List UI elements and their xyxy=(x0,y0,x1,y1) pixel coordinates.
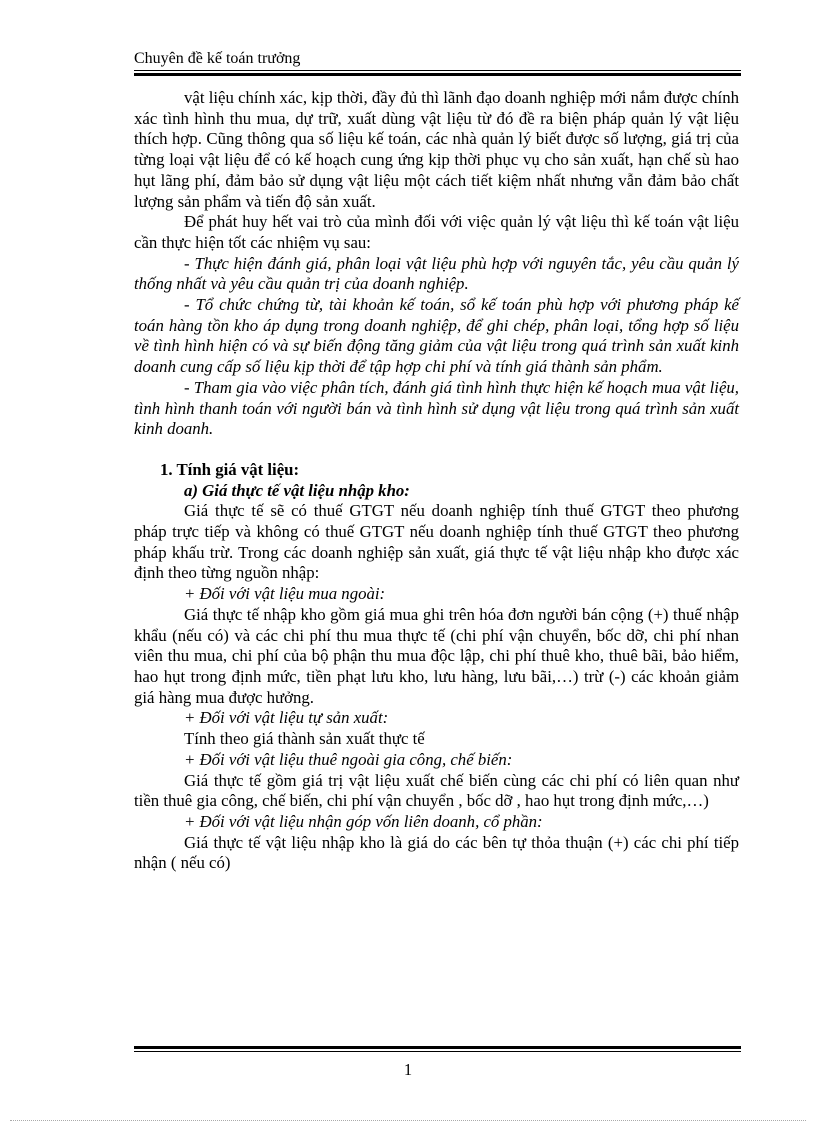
task-item: - Thực hiện đánh giá, phân loại vật liệu phù hợp với nguyên tắc, yêu cầu quản lý thống nhất và yêu cầu quản trị của doanh nghiệp. xyxy=(134,253,739,294)
subsection-heading: a) Giá thực tế vật liệu nhập kho: xyxy=(184,480,410,500)
paragraph: Giá thực tế sẽ có thuế GTGT nếu doanh nghiệp tính thuế GTGT theo phương pháp trực tiếp và không có thuế GTGT nếu doanh nghiệp tính thuế GTGT theo phương pháp khấu trừ. Trong các doanh nghiệp sản xuất, giá thực tế vật liệu nhập kho được xác định theo từng nguồn nhập: xyxy=(134,501,739,583)
footer-rule-thick xyxy=(134,1046,741,1049)
task-item: - Tham gia vào việc phân tích, đánh giá tình hình thực hiện kế hoạch mua vật liệu, tình hình thanh toán với người bán và tình hình sử dụng vật liệu trong quá trình sản xuất kinh doanh. xyxy=(134,377,739,439)
header-rule-thick xyxy=(134,73,741,76)
task-item: - Tổ chức chứng từ, tài khoản kế toán, sổ kế toán phù hợp với phương pháp kế toán hàng tồn kho áp dụng trong doanh nghiệp, để ghi chép, phân loại, tổng hợp số liệu về tình hình hiện có và sự biến động tăng giảm của vật liệu trong quá trình sản xuất kinh doanh cung cấp số liệu kịp thời để tập hợp chi phí và tính giá thành sản phẩm. xyxy=(134,295,739,377)
section-heading: 1. Tính giá vật liệu: xyxy=(160,459,300,479)
paragraph: Giá thực tế nhập kho gồm giá mua ghi trên hóa đơn người bán cộng (+) thuế nhập khẩu (nếu có) và các chi phí thu mua thực tế (chi phí vận chuyển, bốc dỡ, chi phí nhan viên thu mua, chi phí của bộ phận thu mua độc lập, chi phí thuê kho, thuê bãi, bảo hiểm, hao hụt trong định mức, tiền phạt lưu kho, lưu hàng, lưu bãi,…) trừ (-) các khoản giảm giá hàng mua được hưởng. xyxy=(134,604,739,707)
spacer xyxy=(134,440,739,460)
page-break-line xyxy=(10,1120,806,1121)
paragraph: Giá thực tế vật liệu nhập kho là giá do các bên tự thỏa thuận (+) các chi phí tiếp nhận ( nếu có) xyxy=(134,832,739,873)
paragraph: Tính theo giá thành sản xuất thực tế xyxy=(184,729,425,749)
page-number: 1 xyxy=(403,1060,413,1079)
source-heading: + Đối với vật liệu nhận góp vốn liên doanh, cổ phần: xyxy=(184,811,543,831)
body-text xyxy=(134,88,739,874)
source-heading: + Đối với vật liệu mua ngoài: xyxy=(184,584,386,604)
paragraph: vật liệu chính xác, kịp thời, đầy đủ thì lãnh đạo doanh nghiệp mới nắm được chính xác tình hình thu mua, dự trữ, xuất dùng vật liệu từ đó đề ra biện pháp quản lý vật liệu thích hợp. Cũng thông qua số liệu kế toán, các nhà quản lý biết được số lượng, giá trị của từng loại vật liệu để có kế hoạch cung ứng kịp thời phục vụ cho sản xuất, hạn chế sù hao hụt lãng phí, đảm bảo sử dụng vật liệu một cách tiết kiệm nhất nhưng vẫn đảm bảo chất lượng sản phẩm và tiến độ sản xuất. xyxy=(134,88,739,211)
source-heading: + Đối với vật liệu tự sản xuất: xyxy=(184,708,389,728)
footer-rule-thin xyxy=(134,1051,741,1052)
paragraph: Giá thực tế gồm giá trị vật liệu xuất chế biến cùng các chi phí có liên quan như tiền thuê gia công, chế biến, chi phí vận chuyển , bốc dỡ , hao hụt trong định mức,…) xyxy=(134,770,739,811)
source-heading: + Đối với vật liệu thuê ngoài gia công, chế biến: xyxy=(184,749,513,769)
header-rule-thin xyxy=(134,70,741,71)
running-header: Chuyên đề kế toán trưởng xyxy=(134,50,301,67)
paragraph: Để phát huy hết vai trò của mình đối với việc quản lý vật liệu thì kế toán vật liệu cần thực hiện tốt các nhiệm vụ sau: xyxy=(134,212,739,252)
